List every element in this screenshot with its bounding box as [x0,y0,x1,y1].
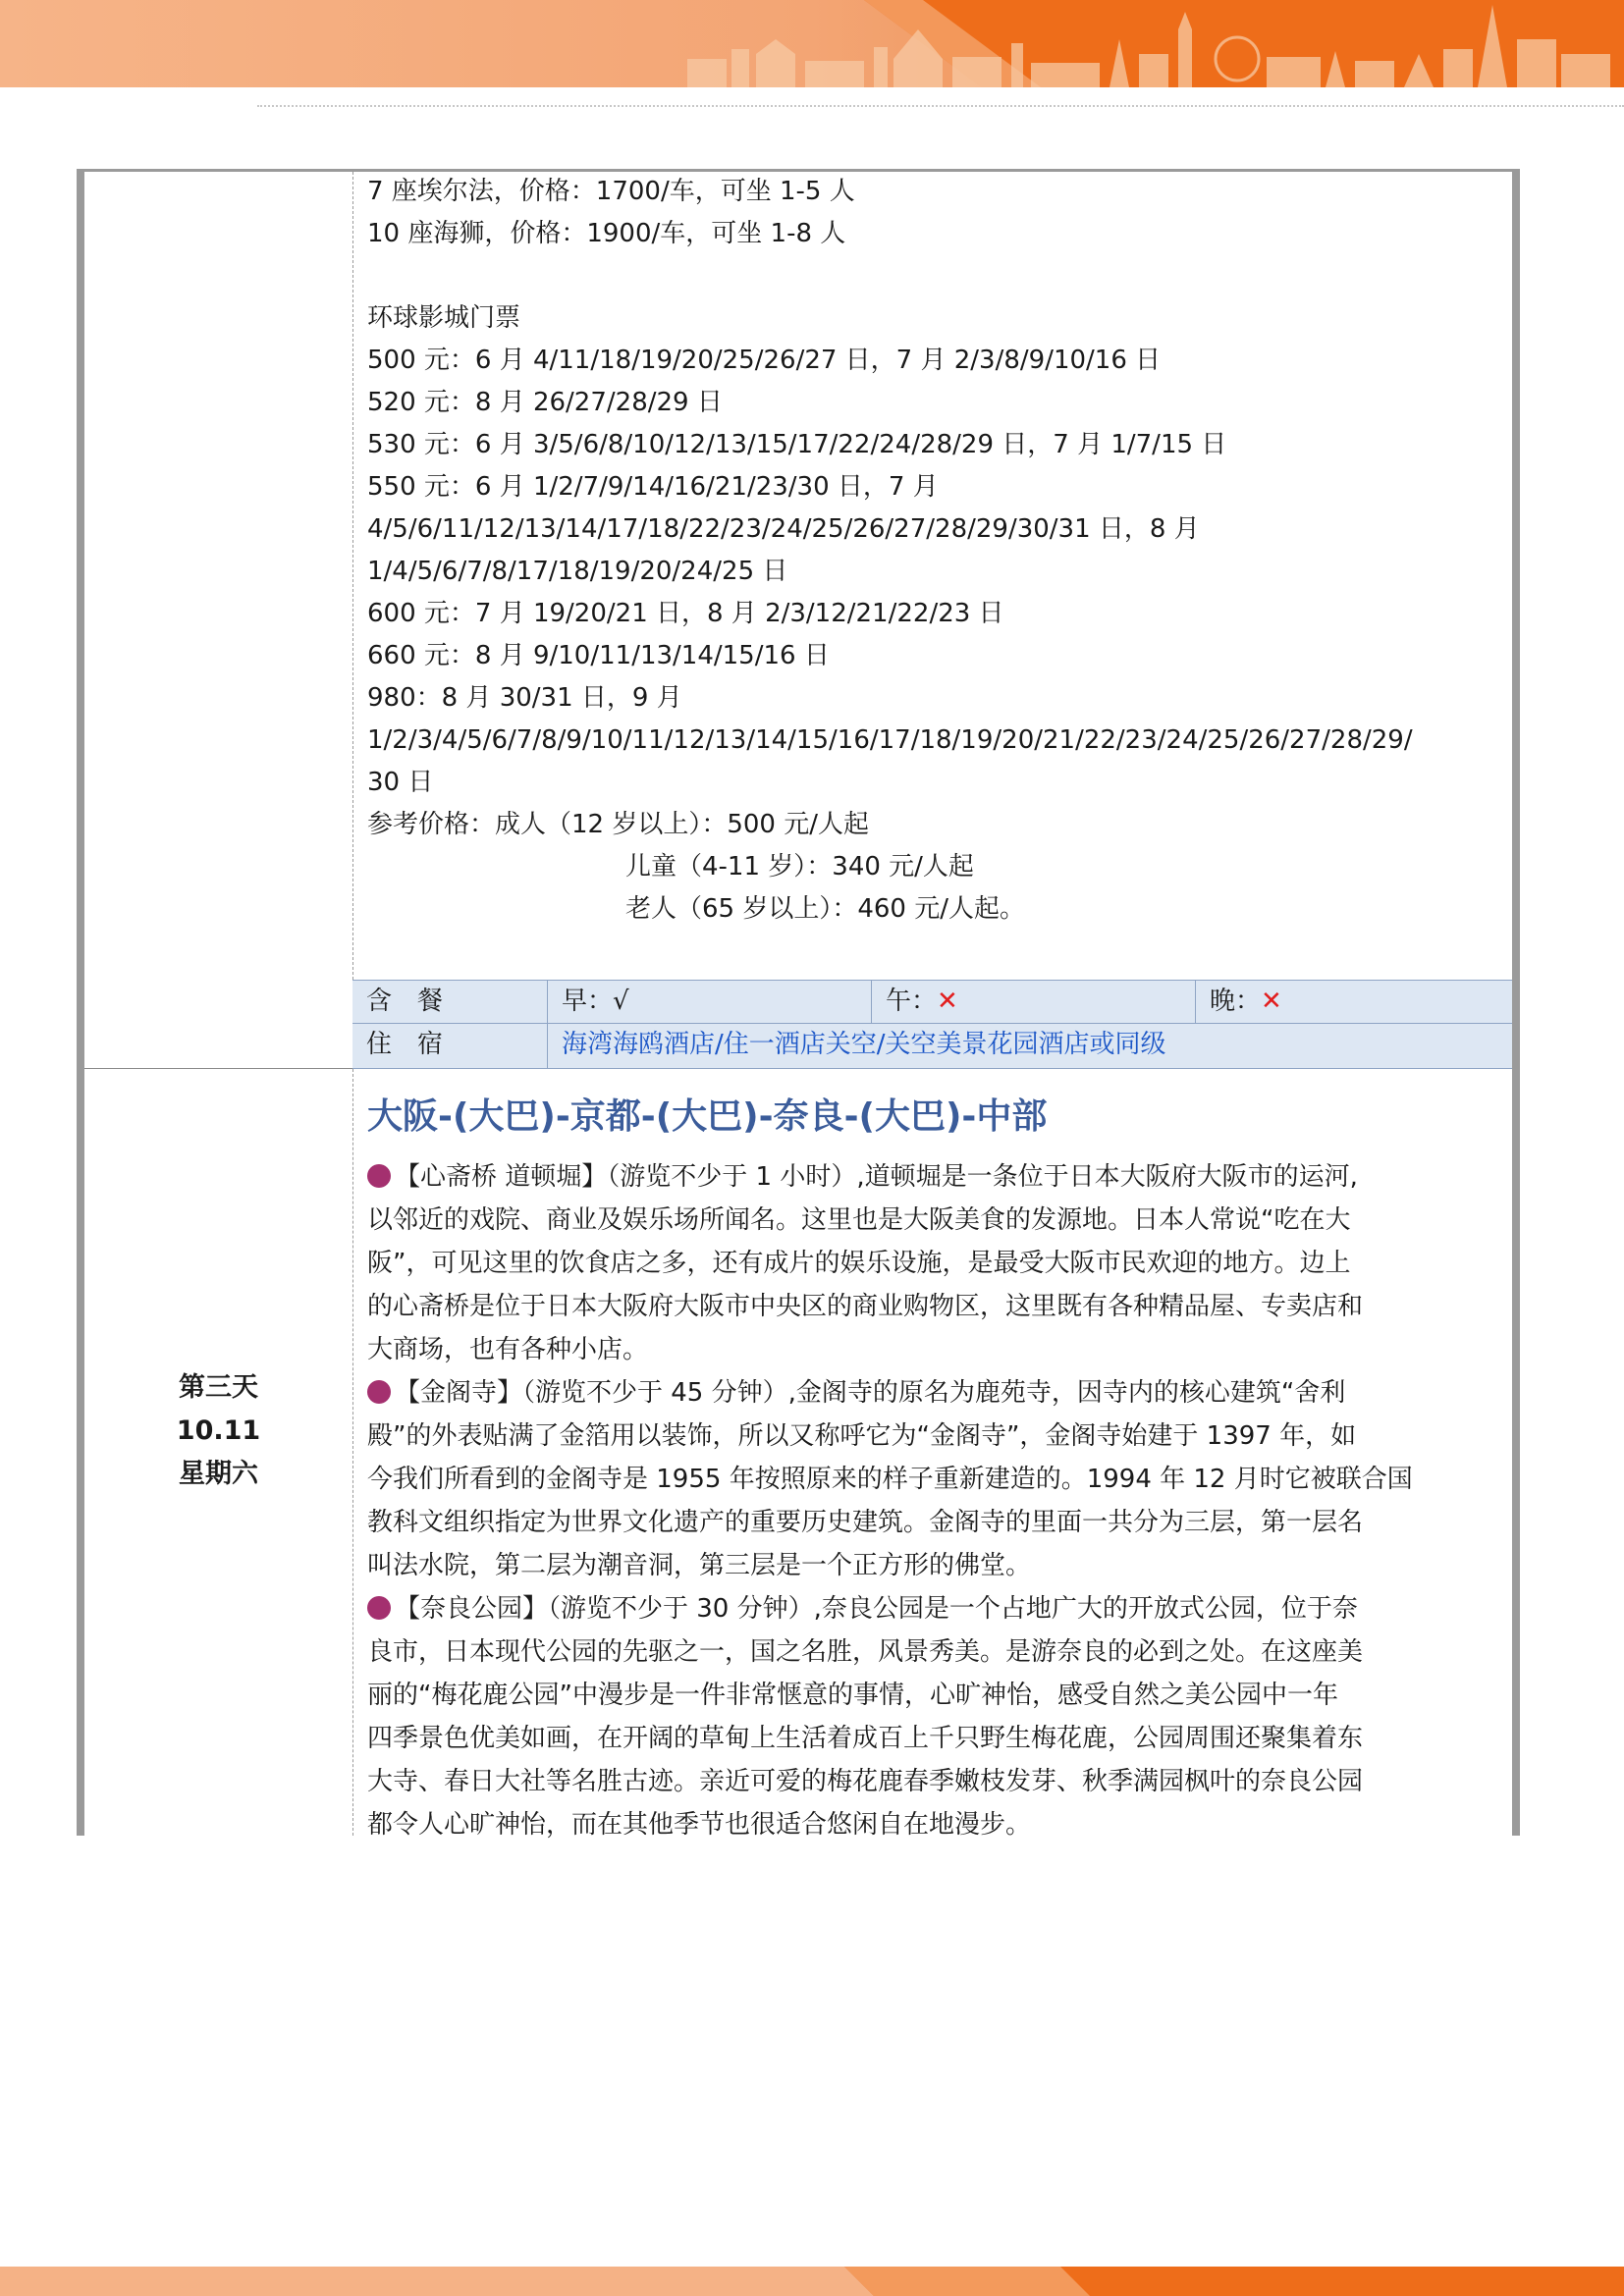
detail-line: 环球影城门票 [367,303,521,333]
paragraph-line: 大寺、春日大社等名胜古迹。亲近可爱的梅花鹿春季嫩枝发芽、秋季满园枫叶的奈良公园 [367,1767,1364,1796]
header-divider [257,105,1624,107]
breakfast-check-icon: √ [613,987,629,1016]
paragraph-line: 丽的“梅花鹿公园”中漫步是一件非常惬意的事情，心旷神怡，感受自然之美公园中一年 [367,1681,1338,1710]
lodging-row [352,1023,1512,1069]
detail-line: 7 座埃尔法，价格：1700/车，可坐 1-5 人 [367,177,855,206]
detail-line: 30 日 [367,768,434,797]
bullet-icon [367,1596,391,1620]
detail-line: 老人（65 岁以上）：460 元/人起。 [625,894,1025,924]
paragraph-line: 叫法水院，第二层为潮音洞，第三层是一个正方形的佛堂。 [367,1551,1032,1580]
route-title: 大阪-(大巴)-京都-(大巴)-奈良-(大巴)-中部 [367,1096,1048,1137]
attraction-paragraph [367,1155,1496,1371]
attraction-paragraph [367,1371,1496,1587]
paragraph-line: 阪”，可见这里的饮食店之多，还有成片的娱乐设施，是最受大阪市民欢迎的地方。边上 [367,1249,1351,1278]
meals-label: 含 餐 [352,981,548,1023]
footer-bar [0,2267,1624,2296]
paragraph-line: 大商场，也有各种小店。 [367,1335,649,1364]
table-right-border [1512,170,1520,1836]
detail-line: 参考价格：成人（12 岁以上）：500 元/人起 [367,810,869,839]
bullet-icon [367,1380,391,1404]
paragraph-line: 都令人心旷神怡，而在其他季节也很适合悠闲自在地漫步。 [367,1810,1032,1840]
meals-row [352,980,1512,1023]
paragraph-line: 四季景色优美如画，在开阔的草甸上生活着成百上千只野生梅花鹿，公园周围还聚集着东 [367,1724,1364,1753]
detail-line: 980：8 月 30/31 日，9 月 [367,683,682,713]
detail-line: 1/4/5/6/7/8/17/18/19/20/24/25 日 [367,557,788,586]
detail-line: 儿童（4-11 岁）：340 元/人起 [625,852,974,881]
itinerary-row-previous-day [84,172,1512,1069]
breakfast-label: 早： [562,987,614,1016]
lodging-label: 住 宿 [352,1024,548,1068]
day-date: 10.11 [176,1415,261,1446]
paragraph-line: 的心斋桥是位于日本大阪府大阪市中央区的商业购物区，这里既有各种精品屋、专卖店和 [367,1292,1364,1321]
paragraph-line: 教科文组织指定为世界文化遗产的重要历史建筑。金阁寺的里面一共分为三层，第一层名 [367,1508,1364,1537]
detail-line: 500 元：6 月 4/11/18/19/20/25/26/27 日，7 月 2/3/8/9/10/16 日 [367,346,1162,375]
table-left-border [77,170,84,1836]
dinner-cell [1196,981,1512,1023]
lodging-hotels[interactable]: 海湾海鸥酒店/住一酒店关空/关空美景花园酒店或同级 [562,1030,1166,1059]
day-number: 第三天 [179,1372,258,1403]
detail-line: 530 元：6 月 3/5/6/8/10/12/13/15/17/22/24/28/29 日，7 月 1/7/15 日 [367,430,1227,459]
detail-line: 600 元：7 月 19/20/21 日，8 月 2/3/12/21/22/23 日 [367,599,1004,628]
paragraph-line: 殿”的外表贴满了金箔用以装饰，所以又称呼它为“金阁寺”，金阁寺始建于 1397 年，如 [367,1421,1357,1451]
lunch-label: 午： [886,987,938,1016]
day-column [84,172,353,1068]
paragraph-line: 良市，日本现代公园的先驱之一，国之名胜，风景秀美。是游奈良的必到之处。在这座美 [367,1637,1364,1667]
day-column [84,1069,353,1836]
detail-line: 660 元：8 月 9/10/11/13/14/15/16 日 [367,641,830,670]
detail-line: 550 元：6 月 1/2/7/9/14/16/21/23/30 日，7 月 [367,472,939,502]
detail-line: 4/5/6/11/12/13/14/17/18/22/23/24/25/26/27/28/29/30/31 日，8 月 [367,514,1200,544]
lunch-cell [872,981,1196,1023]
banner-graphic [0,0,1624,87]
paragraph-line: 以邻近的戏院、商业及娱乐场所闻名。这里也是大阪美食的发源地。日本人常说“吃在大 [367,1205,1351,1235]
paragraph-line: 【金阁寺】（游览不少于 45 分钟）,金阁寺的原名为鹿苑寺，因寺内的核心建筑“舍利 [395,1378,1346,1408]
lunch-cross-icon: ✕ [937,987,958,1016]
header-banner [0,0,1624,87]
dinner-label: 晚： [1210,987,1262,1016]
detail-line: 520 元：8 月 26/27/28/29 日 [367,388,723,417]
itinerary-row-day3 [84,1069,1512,1840]
paragraph-line: 【心斋桥 道顿堀】（游览不少于 1 小时）,道顿堀是一条位于日本大阪府大阪市的运河, [395,1162,1358,1192]
paragraph-line: 【奈良公园】（游览不少于 30 分钟）,奈良公园是一个占地广大的开放式公园，位于奈 [395,1594,1358,1624]
detail-line: 1/2/3/4/5/6/7/8/9/10/11/12/13/14/15/16/17/18/19/20/21/22/23/24/25/26/27/28/29/ [367,725,1413,755]
dinner-cross-icon: ✕ [1261,987,1282,1016]
detail-line: 10 座海狮，价格：1900/车，可坐 1-8 人 [367,219,846,248]
paragraph-line: 今我们所看到的金阁寺是 1955 年按照原来的样子重新建造的。1994 年 12 月时它被联合国 [367,1465,1413,1494]
breakfast-cell [548,981,872,1023]
day-weekday: 星期六 [179,1459,258,1489]
bullet-icon [367,1164,391,1188]
attraction-paragraph [367,1587,1496,1846]
footer-graphic [0,2267,1624,2296]
